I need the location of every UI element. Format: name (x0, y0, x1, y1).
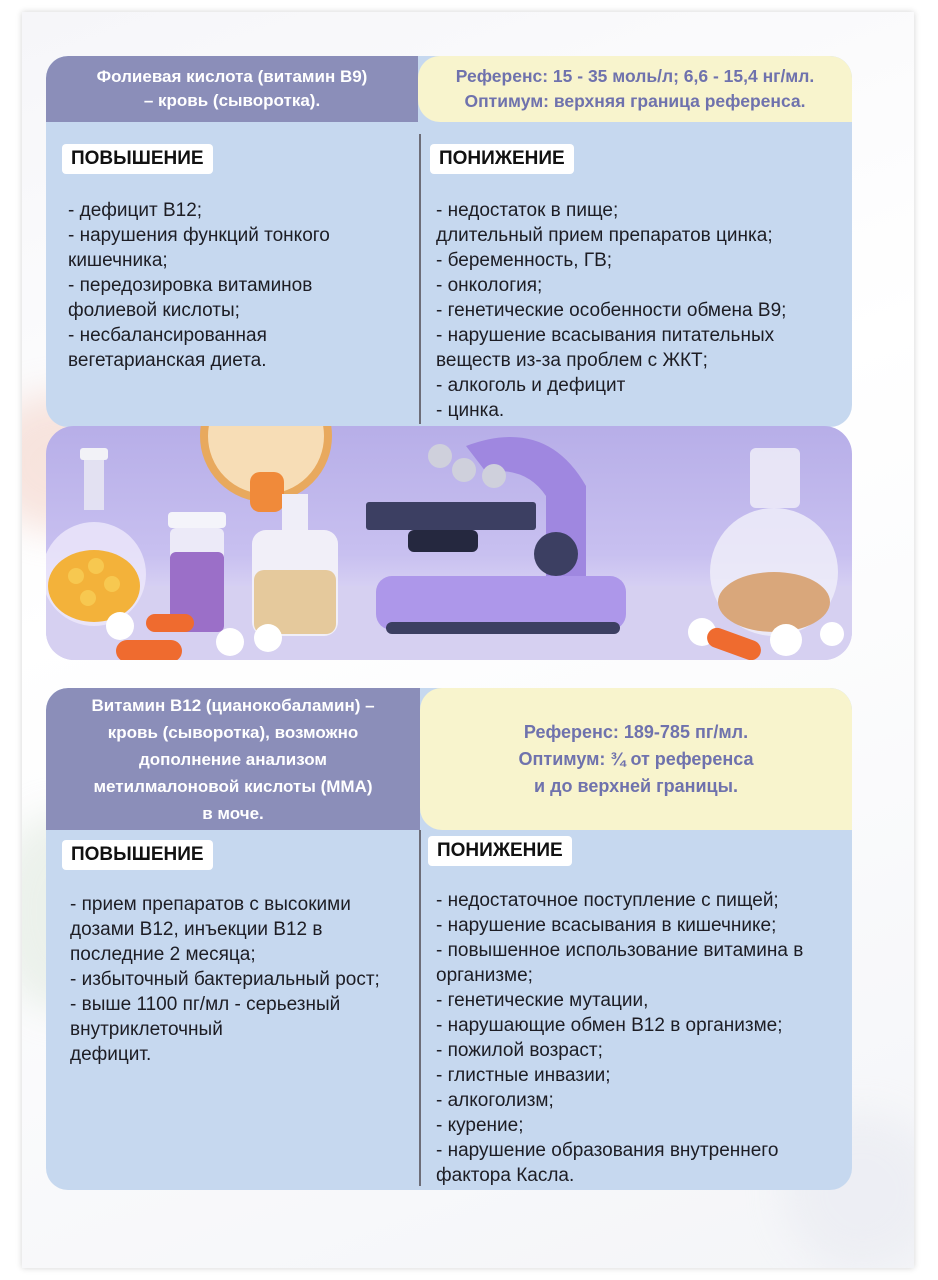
folate-reference-line: Референс: 15 - 35 моль/л; 6,6 - 15,4 нг/мл. (455, 66, 815, 86)
decrease-causes-text: - недостаточное поступление с пищей; - нарушение всасывания в кишечнике; - повышенное использование витамина в организме; - генетические мутации, - нарушающие обмен B12 в организме; - пожилой возраст; - глистные инвазии; - алкоголизм; - курение; - нарушение образования внутреннего фактора Касла. (436, 890, 804, 1186)
b12-title-line: метилмалоновой кислоты (ММА) (93, 776, 373, 796)
b12-title (46, 688, 420, 830)
folate-title-line: – кровь (сыворотка). (143, 91, 321, 110)
increase-causes-text: - дефицит B12; - нарушения функций тонкого кишечника; - передозировка витаминов фолиевой кислоты; - несбалансированная вегетарианская диета. (68, 200, 330, 371)
b12-title-line: в моче. (202, 803, 264, 823)
b12-reference-line: Референс: 189-785 пг/мл. (523, 721, 749, 742)
increase-label: ПОВЫШЕНИЕ (62, 840, 213, 870)
b12-reference-line: и до верхней границы. (534, 775, 738, 796)
folate-reference (418, 56, 852, 122)
column-divider (419, 134, 421, 424)
decrease-label: ПОНИЖЕНИЕ (428, 836, 572, 866)
b12-title-line: кровь (сыворотка), возможно (107, 722, 359, 742)
b12-reference-line: Оптимум: ¾ от референса (518, 748, 754, 769)
b12-title-line: дополнение анализом (138, 749, 327, 769)
laboratory-illustration (46, 426, 852, 660)
increase-causes-text: - прием препаратов с высокими дозами B12, инъекции B12 в последние 2 месяца; - избыточный бактериальный рост; - выше 1100 пг/мл - серьезный внутриклеточный дефицит. (70, 894, 380, 1065)
b12-card (46, 688, 852, 1190)
column-divider (419, 830, 421, 1186)
increase-label: ПОВЫШЕНИЕ (62, 144, 213, 174)
folate-title-line: Фолиевая кислота (витамин B9) (96, 67, 368, 86)
folate-card (46, 56, 852, 427)
decrease-label: ПОНИЖЕНИЕ (430, 144, 574, 174)
decrease-causes-text: - недостаток в пище; длительный прием препаратов цинка; - беременность, ГВ; - онкология; - генетические особенности обмена B9; - нарушение всасывания питательных веществ из-за проблем с ЖКТ; - алкоголь и дефицит - цинка. (436, 200, 787, 421)
folate-title (46, 56, 418, 122)
lab-scene-icon (46, 426, 852, 660)
folate-reference-line: Оптимум: верхняя граница референса. (464, 91, 806, 111)
b12-title-line: Витамин B12 (цианокобаламин) – (91, 695, 375, 715)
b12-reference (420, 688, 852, 830)
